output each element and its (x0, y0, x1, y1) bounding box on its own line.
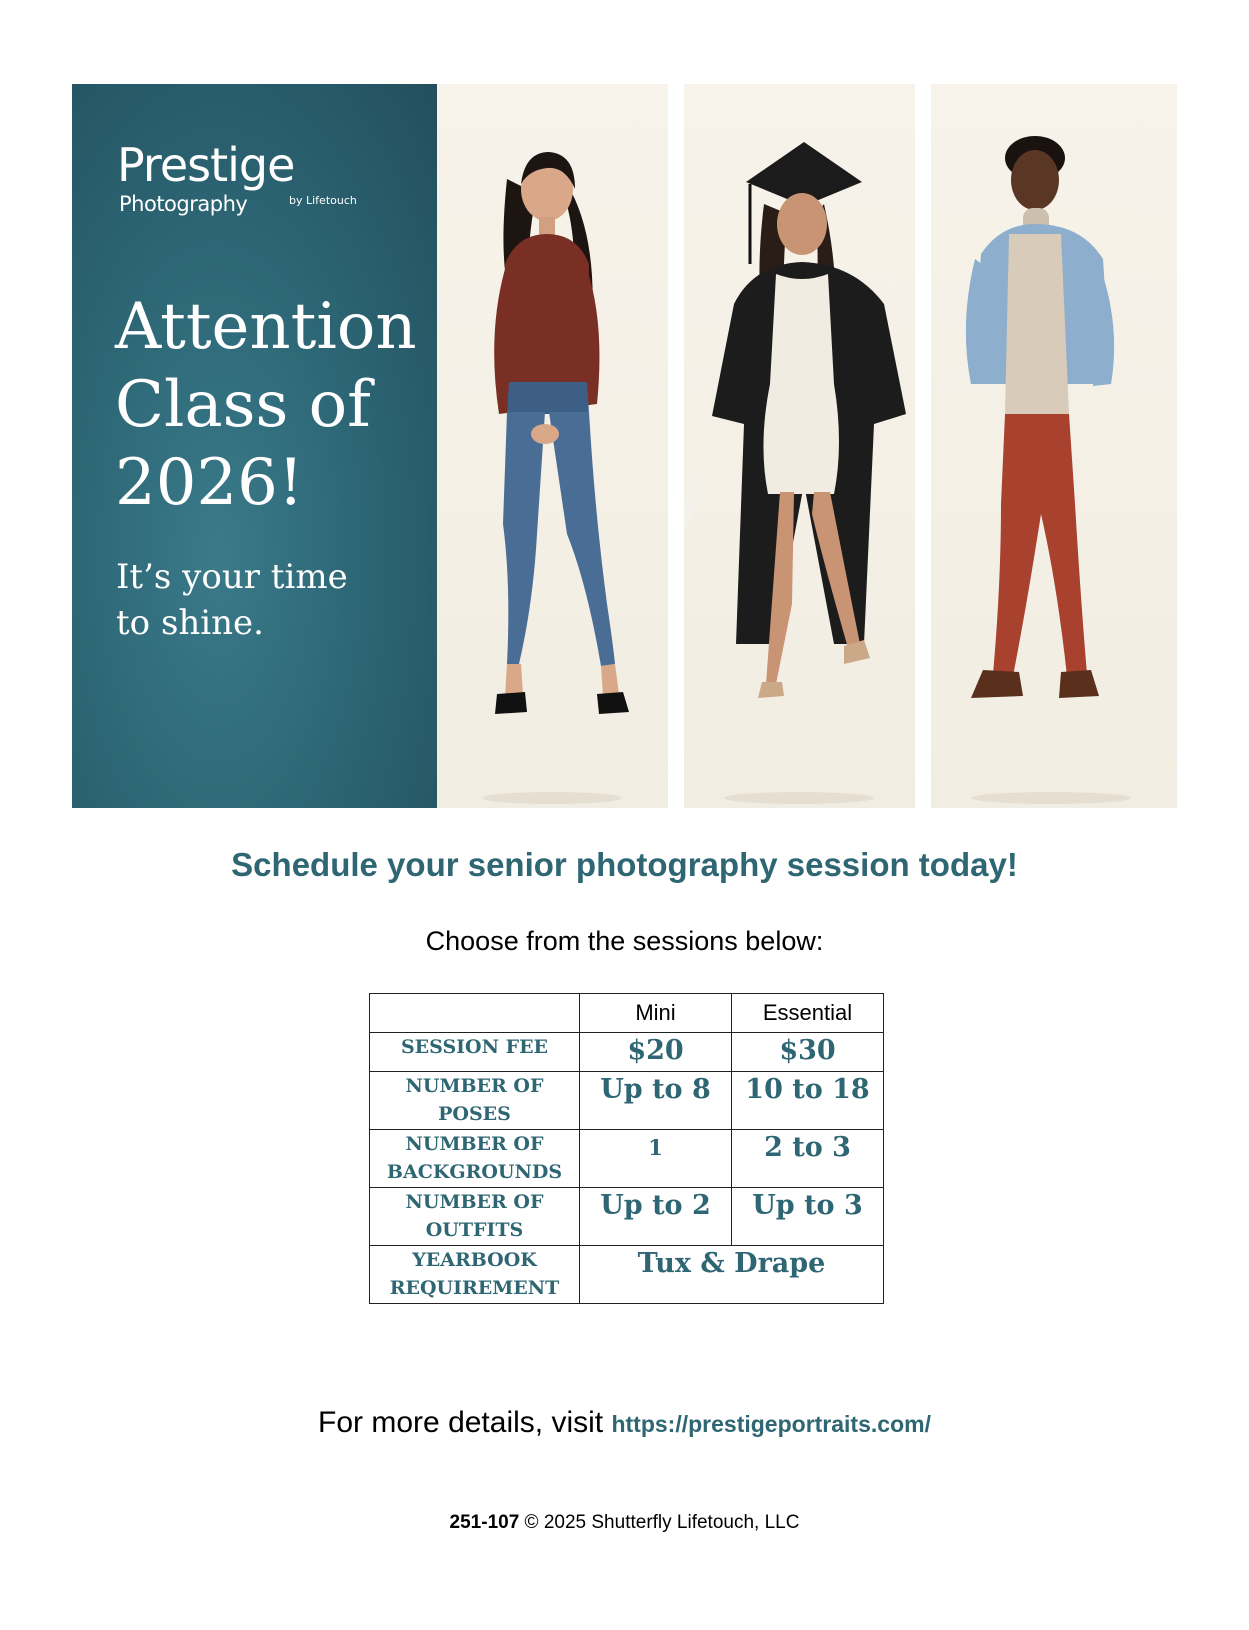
brand-logo: Prestige (117, 138, 295, 192)
table-header-cell: Mini (580, 994, 732, 1033)
hero-tagline (116, 554, 348, 646)
hero-headline-line: 2026! (115, 446, 304, 520)
details-line (0, 1406, 1249, 1440)
row-label (370, 1188, 580, 1246)
teal-panel (72, 84, 437, 808)
mini-value: 1 (580, 1130, 732, 1188)
table-row (370, 1033, 884, 1072)
website-link[interactable]: https://prestigeportraits.com/ (611, 1411, 931, 1437)
essential-value: 10 to 18 (732, 1072, 884, 1130)
hero-banner (72, 84, 1177, 808)
row-label-line: YEARBOOK (412, 1249, 537, 1271)
table-row (370, 1246, 884, 1304)
essential-value: $30 (732, 1033, 884, 1072)
mini-value: $20 (580, 1033, 732, 1072)
footer (0, 1512, 1249, 1534)
hero-tagline-line: to shine. (116, 603, 264, 643)
sessions-table (369, 993, 884, 1304)
senior-photo-3-figure (931, 84, 1177, 808)
table-row (370, 1130, 884, 1188)
choose-text: Choose from the sessions below: (425, 926, 824, 956)
brand-logo-by: by Lifetouch (289, 194, 357, 207)
senior-photo-3 (931, 84, 1177, 808)
row-label-line: SESSION FEE (400, 1036, 549, 1058)
table-header-row (370, 994, 884, 1033)
row-label (370, 1072, 580, 1130)
essential-value: 2 to 3 (732, 1130, 884, 1188)
hero-headline-line: Class of (115, 368, 371, 442)
row-label (370, 1033, 580, 1072)
mini-value: Up to 2 (580, 1188, 732, 1246)
row-label-line: NUMBER OF (405, 1075, 544, 1097)
schedule-heading: Schedule your senior photography session today! (231, 846, 1018, 883)
row-label-line: REQUIREMENT (389, 1277, 560, 1299)
footer-copyright: © 2025 Shutterfly Lifetouch, LLC (519, 1512, 800, 1533)
row-label-line: OUTFITS (425, 1219, 524, 1241)
footer-code: 251-107 (449, 1512, 520, 1533)
table-header-cell (370, 994, 580, 1033)
row-label (370, 1130, 580, 1188)
essential-value: Up to 3 (732, 1188, 884, 1246)
table-header-cell: Essential (732, 994, 884, 1033)
row-label (370, 1246, 580, 1304)
table-row (370, 1072, 884, 1130)
senior-photo-2 (684, 84, 915, 808)
hero-headline (115, 288, 417, 522)
row-label-line: NUMBER OF (405, 1133, 544, 1155)
senior-photo-1 (437, 84, 668, 808)
mini-value: Up to 8 (580, 1072, 732, 1130)
row-label-line: NUMBER OF (405, 1191, 544, 1213)
row-label-line: POSES (438, 1103, 511, 1125)
table-row (370, 1188, 884, 1246)
brand-logo-sub: Photography (119, 192, 248, 216)
combined-value: Tux & Drape (580, 1246, 884, 1304)
row-label-line: BACKGROUNDS (386, 1161, 563, 1183)
hero-tagline-line: It’s your time (116, 557, 348, 597)
hero-headline-line: Attention (115, 290, 417, 364)
senior-photo-1-figure (437, 84, 668, 808)
senior-photo-2-figure (684, 84, 915, 808)
details-prefix: For more details, visit (318, 1406, 612, 1439)
